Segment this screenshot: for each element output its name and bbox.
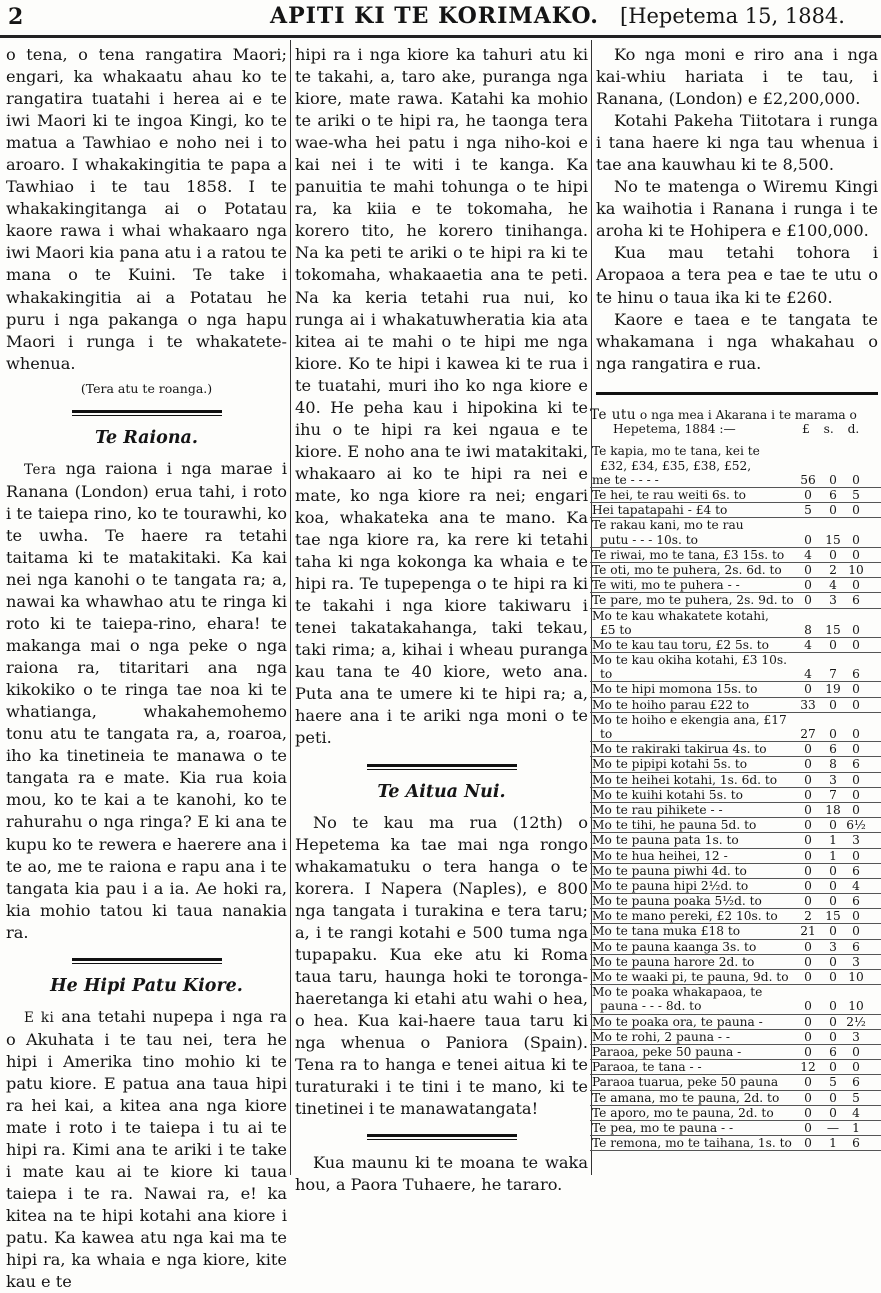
- shillings-value: 2: [829, 562, 837, 577]
- price-row: [590, 1091, 881, 1106]
- shillings-value: 0: [829, 954, 837, 969]
- price-row: [590, 609, 881, 638]
- item-label: Mo te hoiho e ekengia ana, £17: [592, 712, 787, 727]
- item-label: Te oti, mo te puhera, 2s. 6d. to: [592, 562, 782, 577]
- shillings-value: 3: [829, 772, 837, 787]
- pounds-value: 0: [804, 970, 812, 985]
- shillings-value: 0: [829, 697, 837, 712]
- pounds-value: 0: [804, 1090, 812, 1105]
- price-row: [590, 1060, 881, 1075]
- shillings-value: 4: [829, 578, 837, 593]
- pounds-value: 4: [804, 547, 812, 562]
- item-label: me te - - - -: [592, 472, 659, 487]
- item-label: Te amana, mo te pauna, 2d. to: [592, 1090, 780, 1105]
- item-label: Mo te pauna hipi 2½d. to: [592, 878, 749, 893]
- paragraph: Kotahi Pakeha Tiitotara i runga i tana haere ki nga tau whenua i tae ana kauwhau ki te 8,500.: [596, 111, 878, 175]
- item-label: Te pea, mo te pauna - -: [592, 1120, 734, 1135]
- price-row: [590, 818, 881, 833]
- price-row: [590, 955, 881, 970]
- pence-value: 0: [852, 682, 860, 697]
- pounds-value: 0: [804, 939, 812, 954]
- pence-value: 6: [852, 1075, 860, 1090]
- price-list-intro: Te utu o nga mea i Akarana i te marama o Hepetema, 1884 :—: [590, 407, 857, 437]
- item-label-cont: to: [600, 667, 613, 682]
- shillings-value: 0: [829, 637, 837, 652]
- pounds-value: 0: [804, 999, 812, 1014]
- column-2: [295, 44, 588, 1195]
- pounds-value: 0: [804, 1105, 812, 1120]
- pounds-value: 0: [804, 562, 812, 577]
- price-row: [590, 909, 881, 924]
- pounds-value: 0: [804, 1136, 812, 1151]
- pounds-value: 33: [800, 697, 816, 712]
- shillings-value: 5: [829, 1075, 837, 1090]
- section-rule: [367, 764, 517, 770]
- price-row: [590, 1121, 881, 1136]
- pence-value: 3: [852, 833, 860, 848]
- pounds-value: 0: [804, 1044, 812, 1059]
- paragraph: Kua maunu ki te moana te waka hou, a Paora Tuhaere, he tararo.: [295, 1153, 588, 1195]
- item-label: Paraoa, te tana - -: [592, 1060, 702, 1075]
- pence-value: 0: [852, 848, 860, 863]
- shillings-value: 1: [829, 833, 837, 848]
- article-te-aitua-nui: [295, 812, 588, 1121]
- price-list: [590, 402, 881, 1172]
- paragraph: o tena, o tena rangatira Maori; engari, ka whakaatu ahau ko te rangatira tuatahi i herea ai e te iwi Maori ki te ingoa Kingi, ko te matua a Tawhiao e noho nei i to aroaro. I whakakingitia te papa a Tawhiao i te tau 1858. I te whakakingitanga ai o Potatau kaore rawa i whai whakaaro nga iwi Maori kia pana atu i a ratou te mana o te Kuini. Te take i whakakingitia ai a Potatau he puru i nga pakanga o nga hapu Maori i runga i te whakatete-whenua.: [6, 45, 287, 373]
- price-row: [590, 849, 881, 864]
- pounds-value: 27: [800, 727, 816, 742]
- pence-value: 6: [852, 667, 860, 682]
- price-row: [590, 803, 881, 818]
- price-row: [590, 1030, 881, 1045]
- shillings-value: 0: [829, 1090, 837, 1105]
- pence-value: 0: [852, 622, 860, 637]
- item-label: Te aporo, mo te pauna, 2d. to: [592, 1105, 774, 1120]
- pounds-value: 0: [804, 742, 812, 757]
- pounds-value: 0: [804, 757, 812, 772]
- shillings-value: 8: [829, 757, 837, 772]
- pence-value: 2½: [846, 1014, 866, 1029]
- pence-value: 0: [852, 697, 860, 712]
- shillings-value: 0: [829, 1029, 837, 1044]
- shillings-value: 0: [829, 863, 837, 878]
- pounds-value: 0: [804, 802, 812, 817]
- article-te-raiona: [6, 458, 287, 944]
- pounds-value: 0: [804, 487, 812, 502]
- pounds-value: 8: [804, 622, 812, 637]
- shillings-value: 0: [829, 970, 837, 985]
- shillings-value: 0: [829, 878, 837, 893]
- item-label: Hei tapatapahi - £4 to: [592, 503, 728, 518]
- price-row: [590, 864, 881, 879]
- item-label: Mo te tana muka £18 to: [592, 924, 741, 939]
- article-waka-hou: [295, 1152, 588, 1196]
- item-label: Mo te kau whakatete kotahi,: [592, 608, 769, 623]
- pence-value: 6: [852, 939, 860, 954]
- item-label: Mo te kuihi kotahi 5s. to: [592, 787, 743, 802]
- shillings-value: 1: [829, 1136, 837, 1151]
- item-label: Mo te hua heihei, 12 -: [592, 848, 728, 863]
- item-label: Paraoa tuarua, peke 50 pauna: [592, 1075, 779, 1090]
- lead-word: Tera: [24, 461, 57, 478]
- pounds-value: 0: [804, 833, 812, 848]
- page-number: 2: [8, 4, 24, 30]
- column-divider: [290, 40, 291, 1175]
- price-row: [590, 879, 881, 894]
- pounds-value: 0: [804, 682, 812, 697]
- pence-value: 1: [852, 1120, 860, 1135]
- pounds-value: 4: [804, 667, 812, 682]
- pounds-value: 56: [800, 472, 816, 487]
- pounds-value: 0: [804, 1120, 812, 1135]
- pence-value: 6: [852, 863, 860, 878]
- paragraph: No te matenga o Wiremu Kingi ka waihotia i Ranana i runga i te aroha ki te Hohipera e £100,000.: [596, 177, 878, 241]
- item-label: Mo te pauna piwhi 4d. to: [592, 863, 747, 878]
- shillings-value: 0: [829, 1014, 837, 1029]
- price-row: [590, 698, 881, 713]
- item-label: Paraoa, peke 50 pauna -: [592, 1045, 742, 1059]
- pounds-value: 0: [804, 787, 812, 802]
- header-rule: [0, 35, 881, 38]
- shillings-value: 0: [829, 1060, 837, 1075]
- section-rule: [72, 410, 222, 416]
- pence-value: 5: [852, 487, 860, 502]
- shillings-value: —: [826, 1120, 840, 1135]
- pounds-value: 2: [804, 909, 812, 924]
- shillings-value: 0: [829, 727, 837, 742]
- pounds-value: 12: [800, 1060, 816, 1075]
- page-header: [0, 0, 881, 38]
- price-row: [590, 713, 881, 742]
- price-row: [590, 757, 881, 772]
- item-label: Mo te poaka ora, te pauna -: [592, 1014, 763, 1029]
- article-continued: [6, 44, 287, 375]
- price-row: [590, 653, 881, 682]
- price-row: [590, 1136, 881, 1151]
- item-label: Mo te tihi, he pauna 5d. to: [592, 818, 757, 833]
- price-row: [590, 788, 881, 803]
- pence-value: 0: [852, 909, 860, 924]
- shillings-value: 6: [829, 487, 837, 502]
- pence-value: 6½: [846, 818, 866, 833]
- item-label: Mo te pipipi kotahi 5s. to: [592, 757, 748, 772]
- heading-te-raiona: Te Raiona.: [94, 427, 198, 448]
- shillings-value: 0: [829, 894, 837, 909]
- paragraph: Ko nga moni e riro ana i nga kai-whiu hariata i te tau, i Ranana, (London) e £2,200,000.: [596, 45, 878, 109]
- shillings-value: 0: [829, 999, 837, 1014]
- paragraph: nga raiona i nga marae i Ranana (London) erua tahi, i roto i te taiepa rino, ko te tourawhi, ko te uwha. Te haere ra tetahi taitama ki te matakitaki. Ka kai nei nga kanohi o te tangata ra; a, nawai ka whawhao atu te ringa ki roto ki te taiepa-rino, ehara! te makanga mai o nga peke o nga raiona ra, titaritari ana nga kikokiko o te ringa tae noa ki te whatianga, whakahemohemo tonu atu te tangata ra, a, roaroa, iho ka tinetineia te manawa o te tangata ra e mate. Kia rua koia mou, ko te kai a te kanohi, ko te rahurahu o nga ringa? E ki ana te kupu ko te rewera e haerere ana i te ao, me te raiona e rapu ana i te tangata kia pau i a ia. Ae hoki ra, kia mohio tatou ki taua nanakia ra.: [6, 458, 287, 942]
- price-row: [590, 1015, 881, 1030]
- item-label: Te kapia, mo te tana, kei te: [592, 444, 760, 459]
- pence-value: 0: [852, 503, 860, 518]
- price-row: [590, 488, 881, 503]
- item-label: Mo te pauna poaka 5½d. to: [592, 894, 762, 909]
- pence-value: 6: [852, 1136, 860, 1151]
- article-he-hipi-continued: [295, 44, 588, 750]
- pounds-value: 0: [804, 1075, 812, 1090]
- item-label: Mo te pauna kaanga 3s. to: [592, 939, 757, 954]
- item-label: Mo te mano pereki, £2 10s. to: [592, 909, 778, 924]
- item-label-cont: putu - - - 10s. to: [600, 532, 698, 547]
- item-label-cont: £32, £34, £35, £38, £52,: [600, 458, 752, 473]
- pence-value: 0: [852, 727, 860, 742]
- pence-value: 0: [852, 532, 860, 547]
- column-3: [596, 44, 878, 394]
- continued-note: (Tera atu te roanga.): [80, 380, 213, 396]
- pence-value: 6: [852, 894, 860, 909]
- shillings-value: 1: [829, 848, 837, 863]
- shillings-value: 0: [829, 924, 837, 939]
- pence-value: 10: [848, 970, 864, 985]
- item-label: Mo te poaka whakapaoa, te: [592, 985, 763, 1000]
- pence-value: 0: [852, 1060, 860, 1075]
- price-row: [590, 1075, 881, 1090]
- item-label: Mo te waaki pi, te pauna, 9d. to: [592, 970, 789, 985]
- pence-value: 0: [852, 772, 860, 787]
- price-row: [590, 518, 881, 547]
- shillings-value: 19: [825, 682, 841, 697]
- pence-value: 3: [852, 954, 860, 969]
- column-1: [6, 44, 287, 1292]
- shillings-value: 0: [829, 472, 837, 487]
- price-row: [590, 833, 881, 848]
- pounds-value: 0: [804, 848, 812, 863]
- item-label: Mo te kau okiha kotahi, £3 10s.: [592, 653, 788, 668]
- paragraph: ana tetahi nupepa i nga ra o Akuhata i te tau nei, tera he hipi i Amerika tino mohio ki te patu kiore. E patua ana taua hipi ra hei kai, a kitea ana nga kiore mate i roto i te taiepa i tu ai te hipi ra. Kimi ana te ariki i te take i mate kau ai te kiore ki taua taiepa i te ra. Nawai ra, e! ka kitea na te hipi kotahi ana kiore i patu. Ka kawea atu nga kai ma te hipi ra, ka whaia e nga kiore, kite kau e te: [6, 1006, 287, 1292]
- pence-value: 0: [852, 637, 860, 652]
- pence-value: 0: [852, 547, 860, 562]
- shillings-value: 7: [829, 667, 837, 682]
- price-row: [590, 894, 881, 909]
- pence-value: 0: [852, 742, 860, 757]
- price-row: [590, 924, 881, 939]
- item-label: Te witi, mo te puhera - -: [592, 578, 740, 593]
- pounds-value: 0: [804, 954, 812, 969]
- shillings-value: 15: [825, 909, 841, 924]
- paragraph: hipi ra i nga kiore ka tahuri atu ki te takahi, a, taro ake, puranga nga kiore, mate rawa. Katahi ka mohio te ariki o te hipi ra, he taonga tera wae-wha hei patu i nga niho-koi e kai nei i te witi i te kanga. Ka panuitia te mahi tohunga o te hipi ra, ka kiia e te tokomaha, he korero tito, he korero tinihanga. Na ka peti te ariki o te hipi ra ki te tokomaha, whakaaetia ana te peti. Na ka keria tetahi rua nui, ko runga ai i whakatuwheratia kia ata kitea ai te mahi o te hipi me nga kiore. Ko te hipi i kawea ki te rua i te tuatahi, muri iho ko nga kiore e 40. He peha kau i hipokina ki te ihu o te hipi ra kei ngaua e te kiore. E noho ana te iwi matakitaki, whakaaro ai ko te hipi ra nei e mate, ko nga kiore ra nei; engari koa, whakateka ana te mano. Ka tae nga kiore ra, ka rere ki tetahi taha ki nga kokonga ka whaia e te hipi ra. Te tupepenga o te hipi ra ki te takahi i nga kiore takiwaru i tenei takatakahanga, taki tekau, taki rima; a, kihai i wheau puranga kau tana te 40 kiore, weto ana. Puta ana te umere ki te hipi ra; a, haere ana i te ariki nga moni o te peti.: [295, 45, 588, 748]
- price-row: [590, 970, 881, 985]
- price-row: [590, 473, 881, 488]
- pounds-value: 21: [800, 924, 816, 939]
- shillings-value: 0: [829, 818, 837, 833]
- price-row: [590, 578, 881, 593]
- pence-value: 3: [852, 1029, 860, 1044]
- item-label: Te rakau kani, mo te rau: [592, 518, 744, 533]
- item-label: Mo te hipi momona 15s. to: [592, 682, 758, 697]
- pence-value: 10: [848, 562, 864, 577]
- pounds-value: 0: [804, 1014, 812, 1029]
- price-row: [590, 773, 881, 788]
- pence-value: 0: [852, 802, 860, 817]
- shillings-value: 18: [825, 802, 841, 817]
- pence-value: 5: [852, 1090, 860, 1105]
- shillings-value: 15: [825, 532, 841, 547]
- pence-value: 0: [852, 924, 860, 939]
- paragraph: Kua mau tetahi tohora i Aropaoa a tera pea e tae te utu o te hinu o taua ika ki te £260.: [596, 243, 878, 307]
- item-label: Te remona, mo te taihana, 1s. to: [592, 1136, 792, 1151]
- pounds-value: 0: [804, 1029, 812, 1044]
- price-row: [590, 1045, 881, 1060]
- shillings-value: 6: [829, 1044, 837, 1059]
- item-label: Mo te pauna pata 1s. to: [592, 833, 739, 848]
- pence-value: 10: [848, 999, 864, 1014]
- price-row: [590, 563, 881, 578]
- price-row: [590, 682, 881, 697]
- pounds-value: 4: [804, 637, 812, 652]
- item-label: Mo te rohi, 2 pauna - -: [592, 1029, 730, 1044]
- price-row: [590, 503, 881, 518]
- pounds-value: 0: [804, 818, 812, 833]
- pounds-value: 0: [804, 593, 812, 608]
- pence-value: 0: [852, 472, 860, 487]
- pence-value: 6: [852, 757, 860, 772]
- shillings-value: 0: [829, 1105, 837, 1120]
- article-he-hipi: [6, 1006, 287, 1293]
- issue-date: [Hepetema 15, 1884.: [620, 4, 845, 28]
- item-label: Mo te heihei kotahi, 1s. 6d. to: [592, 772, 778, 787]
- price-row: [590, 593, 881, 608]
- shillings-value: 6: [829, 742, 837, 757]
- shillings-value: 7: [829, 787, 837, 802]
- news-items: [596, 44, 878, 375]
- price-row: [590, 1106, 881, 1121]
- pounds-value: 0: [804, 772, 812, 787]
- item-label-cont: £5 to: [600, 622, 632, 637]
- shillings-value: 0: [829, 547, 837, 562]
- item-label: Mo te kau tau toru, £2 5s. to: [592, 637, 769, 652]
- item-label: Mo te pauna harore 2d. to: [592, 954, 755, 969]
- lead-word: Te utu: [590, 407, 637, 423]
- item-label: Mo te hoiho parau £22 to: [592, 697, 750, 712]
- shillings-value: 15: [825, 622, 841, 637]
- heading-he-hipi-patu-kiore: He Hipi Patu Kiore.: [50, 975, 243, 996]
- pounds-value: 0: [804, 532, 812, 547]
- pence-value: 0: [852, 1044, 860, 1059]
- masthead: APITI KI TE KORIMAKO.: [270, 3, 599, 29]
- price-row: [590, 985, 881, 1014]
- item-label: Te riwai, mo te tana, £3 15s. to: [592, 547, 785, 562]
- item-label: Mo te rakiraki takirua 4s. to: [592, 742, 767, 757]
- price-row: [590, 548, 881, 563]
- shillings-value: 0: [829, 503, 837, 518]
- pence-value: 4: [852, 878, 860, 893]
- pence-value: 6: [852, 593, 860, 608]
- paragraph: No te kau ma rua (12th) o Hepetema ka tae mai nga rongo whakamatuku o tera hanga o te korera. I Napera (Naples), e 800 nga tangata i turakina e tera taru; a, i te rangi kotahi e 500 tuma nga tupapaku. Kua eke atu ki Roma taua taru, haunga hoki te toronga-haeretanga ki etahi atu wahi o hea, o hea. Kua kai-haere taua taru ki nga whenua o Paniora (Spain). Tena ra to hanga e tenei aitua ki te turaturaki i te tini i te mano, ki te tinetinei i te manawatangata!: [295, 812, 588, 1119]
- price-row: [590, 940, 881, 955]
- section-rule: [367, 1134, 517, 1140]
- price-row: [590, 638, 881, 653]
- pence-value: 0: [852, 578, 860, 593]
- pounds-value: 5: [804, 503, 812, 518]
- price-row: [590, 444, 881, 472]
- pounds-value: 0: [804, 578, 812, 593]
- section-rule: [72, 958, 222, 964]
- pence-value: 0: [852, 787, 860, 802]
- item-label: Te hei, te rau weiti 6s. to: [592, 487, 746, 502]
- lead-word: E ki: [24, 1009, 55, 1026]
- pounds-value: 0: [804, 863, 812, 878]
- item-label: Mo te rau pihikete - -: [592, 802, 723, 817]
- price-row: [590, 742, 881, 757]
- shillings-value: 3: [829, 939, 837, 954]
- heading-te-aitua-nui: Te Aitua Nui.: [377, 781, 506, 802]
- item-label-cont: to: [600, 727, 613, 742]
- price-table-rule: [596, 392, 878, 395]
- paragraph: Kaore e taea e te tangata te whakamana i nga whakahau o nga rangatira e rua.: [596, 309, 878, 373]
- item-label: Te pare, mo te puhera, 2s. 9d. to: [592, 593, 794, 608]
- pence-value: 4: [852, 1105, 860, 1120]
- shillings-value: 3: [829, 593, 837, 608]
- pounds-value: 0: [804, 878, 812, 893]
- price-rows: [590, 444, 881, 1151]
- item-label-cont: pauna - - - 8d. to: [600, 999, 702, 1014]
- money-column-header: £ s. d.: [802, 422, 860, 437]
- pounds-value: 0: [804, 894, 812, 909]
